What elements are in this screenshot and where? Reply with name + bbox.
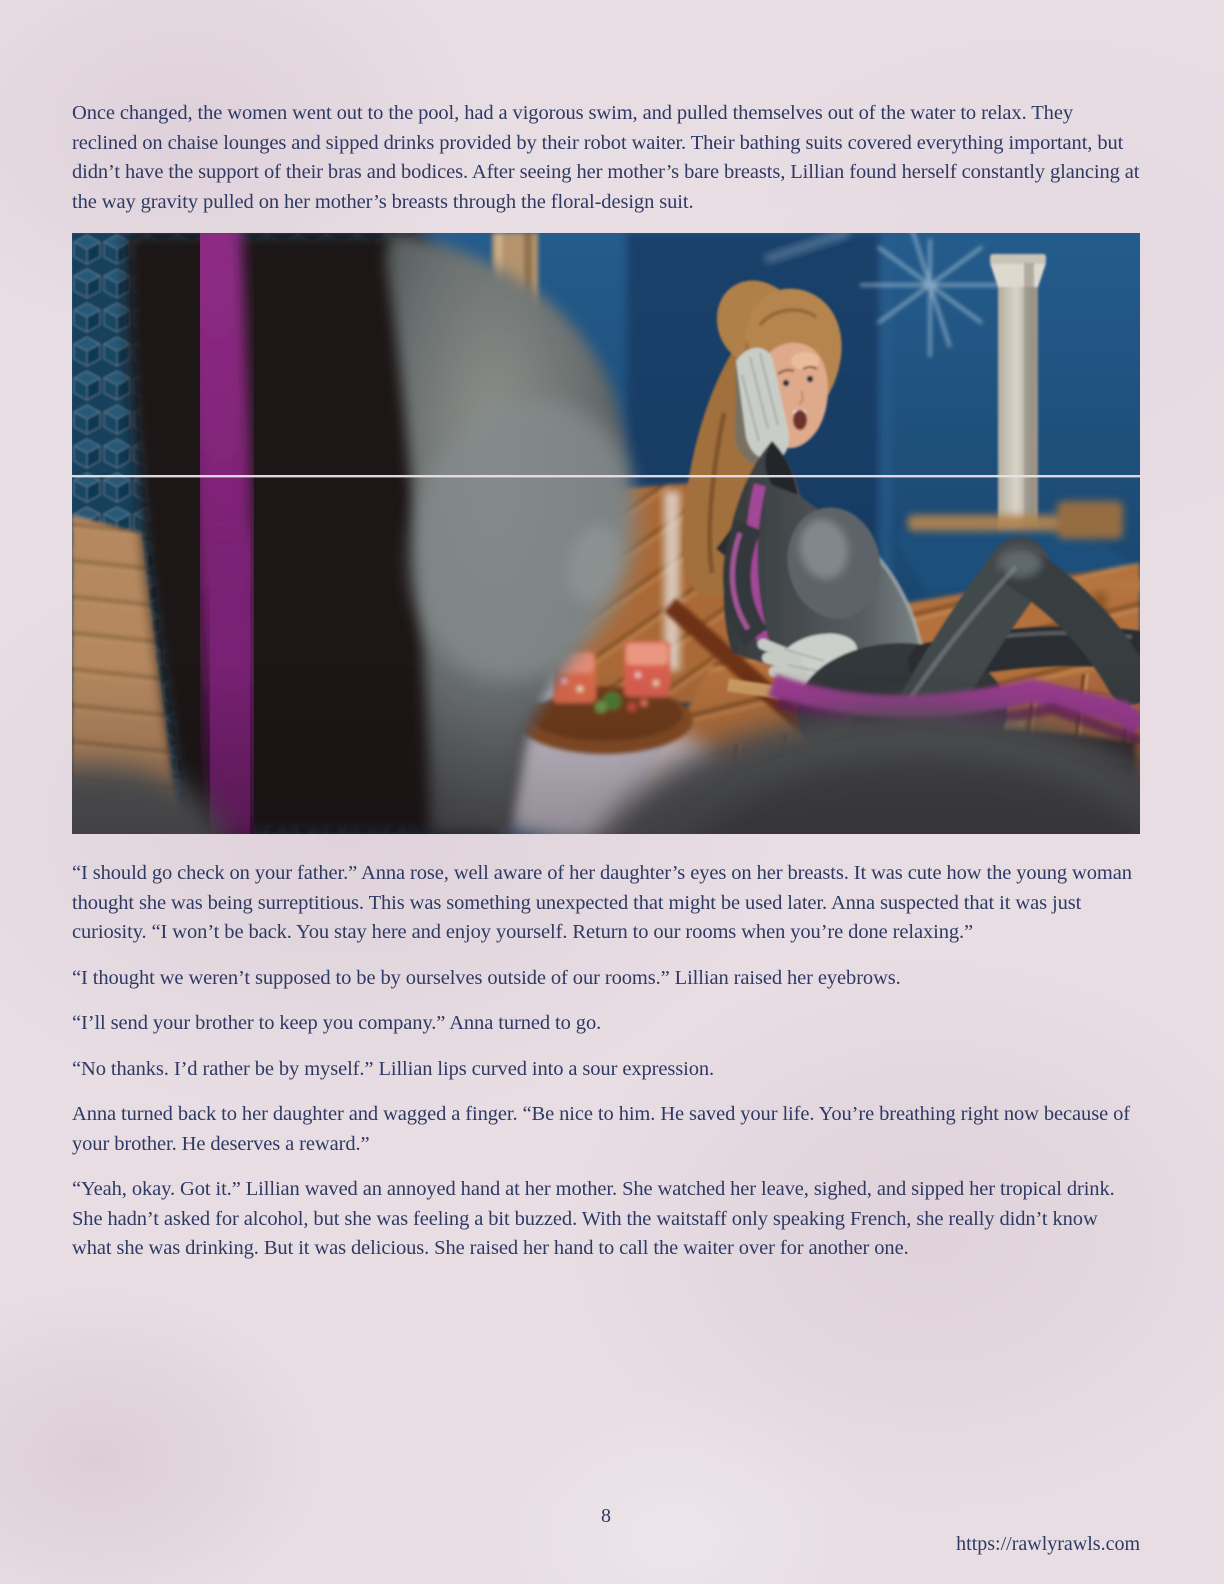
story-paragraph: Anna turned back to her daughter and wagged a finger. “Be nice to him. He saved your life. You’re breathing right now because of your brother. He deserves a reward.” [72,1103,1130,1155]
story-paragraph: “No thanks. I’d rather be by myself.” Lillian lips curved into a sour expression. [72,1057,715,1080]
story-paragraph: “I’ll send your brother to keep you company.” Anna turned to go. [72,1012,602,1034]
footer-url-link[interactable]: https://rawlyrawls.com [956,1533,1140,1555]
story-text [72,99,1140,1280]
pool-scene-image [72,233,1140,834]
story-paragraph: Once changed, the women went out to the pool, had a vigorous swim, and pulled themselves out of the water to relax. They reclined on chaise lounges and sipped drinks provided by their robot waiter. Their bathing suits covered everything important, but didn’t have the support of their bras and bodices. After seeing her mother’s bare breasts, Lillian found herself constantly glancing at the way gravity pulled on her mother’s breasts through the floral-design suit. [72,102,1140,213]
story-paragraph: “I thought we weren’t supposed to be by ourselves outside of our rooms.” Lillian raised her eyebrows. [72,966,901,989]
story-paragraph: “I should go check on your father.” Anna rose, well aware of her daughter’s eyes on her breasts. It was cute how the young woman thought she was being surreptitious. This was something unexpected that might be used later. Anna suspected that it was just curiosity. “I won’t be back. You stay here and enjoy yourself. Return to our rooms when you’re done relaxing.” [72,862,1132,943]
story-paragraph: “Yeah, okay. Got it.” Lillian waved an annoyed hand at her mother. She watched her leave, sighed, and sipped her tropical drink. She hadn’t asked for alcohol, but she was feeling a bit buzzed. With the waitstaff only speaking French, she really didn’t know what she was drinking. But it was delicious. She raised her hand to call the waiter over for another one. [72,1178,1115,1259]
story-illustration [72,233,1140,834]
vignette [72,233,1140,834]
page-number: 8 [601,1505,611,1527]
